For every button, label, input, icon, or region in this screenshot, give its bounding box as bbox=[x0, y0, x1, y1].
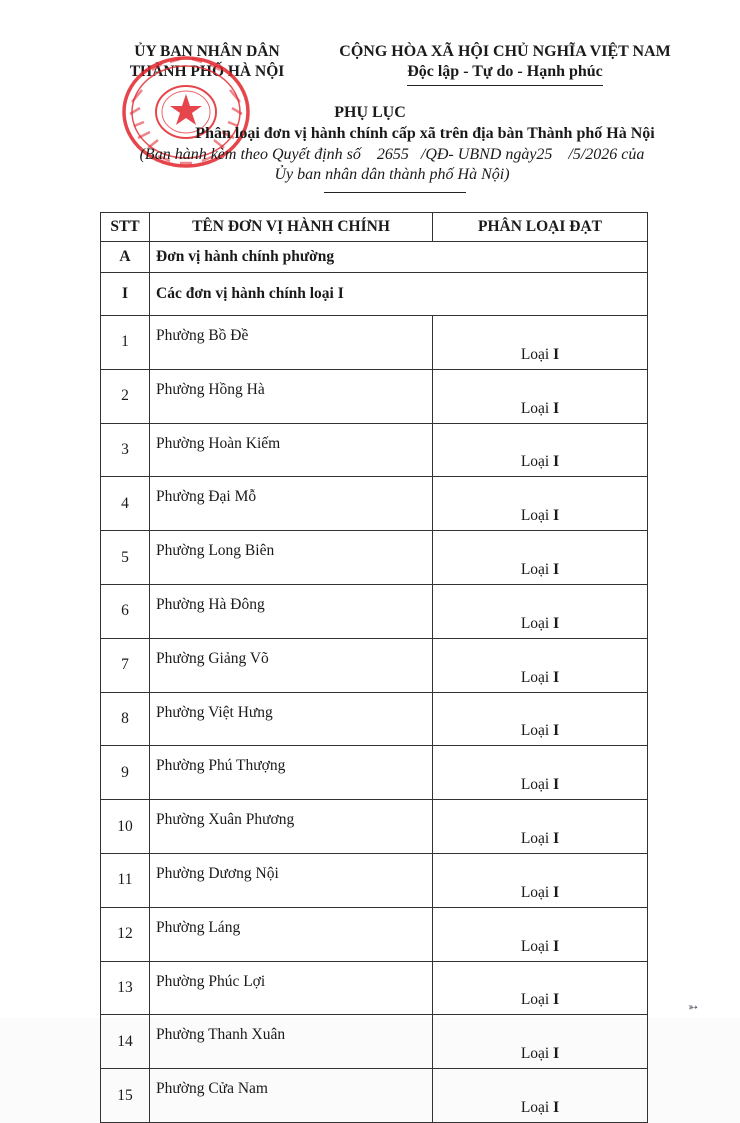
ward-name: Phường Bồ Đề bbox=[150, 316, 433, 370]
row-number: 8 bbox=[101, 692, 150, 746]
level-value: I bbox=[553, 507, 560, 525]
level-prefix: Loại bbox=[520, 776, 550, 794]
section-label: Đơn vị hành chính phường bbox=[150, 242, 648, 273]
row-number: 12 bbox=[101, 907, 150, 961]
table-header-row bbox=[101, 213, 648, 242]
level-value: I bbox=[553, 345, 560, 363]
table-row bbox=[101, 692, 648, 746]
ward-name: Phường Hà Đông bbox=[150, 584, 433, 638]
section-i-row bbox=[101, 273, 648, 316]
agency-line-1: ỦY BAN NHÂN DÂN bbox=[134, 43, 280, 60]
ward-name: Phường Việt Hưng bbox=[150, 692, 433, 746]
table-row bbox=[101, 907, 648, 961]
ward-name: Phường Đại Mỗ bbox=[150, 477, 433, 531]
ward-name: Phường Phúc Lợi bbox=[150, 961, 433, 1015]
header-unit-name: TÊN ĐƠN VỊ HÀNH CHÍNH bbox=[150, 213, 433, 242]
level-value: I bbox=[553, 883, 560, 901]
level-value: I bbox=[553, 614, 560, 632]
classification-cell bbox=[433, 369, 648, 423]
level-prefix: Loại bbox=[520, 1098, 550, 1116]
appendix-title: PHỤ LỤC bbox=[334, 104, 406, 121]
classification-cell bbox=[433, 316, 648, 370]
level-prefix: Loại bbox=[520, 507, 550, 525]
classification-cell bbox=[433, 853, 648, 907]
table-row bbox=[101, 369, 648, 423]
table-row bbox=[101, 316, 648, 370]
table-row bbox=[101, 423, 648, 477]
table-row bbox=[101, 584, 648, 638]
ward-name: Phường Dương Nội bbox=[150, 853, 433, 907]
classification-cell bbox=[433, 961, 648, 1015]
table-row bbox=[101, 531, 648, 585]
country-name: CỘNG HÒA XÃ HỘI CHỦ NGHĨA VIỆT NAM bbox=[339, 43, 671, 60]
table-row bbox=[101, 746, 648, 800]
level-value: I bbox=[553, 829, 560, 847]
row-number: 5 bbox=[101, 531, 150, 585]
classification-cell bbox=[433, 907, 648, 961]
level-value: I bbox=[553, 399, 560, 417]
level-prefix: Loại bbox=[520, 399, 550, 417]
appendix-subtitle: Phân loại đơn vị hành chính cấp xã trên địa bàn Thành phố Hà Nội bbox=[195, 125, 655, 142]
section-code: I bbox=[101, 273, 150, 316]
level-value: I bbox=[553, 1098, 560, 1116]
classification-cell bbox=[433, 477, 648, 531]
row-number: 14 bbox=[101, 1015, 150, 1069]
classification-cell bbox=[433, 531, 648, 585]
ward-name: Phường Giảng Võ bbox=[150, 638, 433, 692]
ward-name: Phường Hoàn Kiếm bbox=[150, 423, 433, 477]
header-classification: PHÂN LOẠI ĐẠT bbox=[433, 213, 648, 242]
level-value: I bbox=[553, 937, 560, 955]
decision-line-2: Ủy ban nhân dân thành phố Hà Nội) bbox=[274, 166, 510, 183]
table-row bbox=[101, 800, 648, 854]
level-value: I bbox=[553, 560, 560, 578]
level-prefix: Loại bbox=[520, 883, 550, 901]
level-prefix: Loại bbox=[520, 722, 550, 740]
ward-name: Phường Hồng Hà bbox=[150, 369, 433, 423]
classification-cell bbox=[433, 584, 648, 638]
level-prefix: Loại bbox=[520, 668, 550, 686]
table-row bbox=[101, 477, 648, 531]
classification-cell bbox=[433, 692, 648, 746]
row-number: 6 bbox=[101, 584, 150, 638]
level-value: I bbox=[553, 776, 560, 794]
level-prefix: Loại bbox=[520, 1045, 550, 1063]
national-motto: Độc lập - Tự do - Hạnh phúc bbox=[407, 62, 603, 86]
level-prefix: Loại bbox=[520, 560, 550, 578]
ward-name: Phường Láng bbox=[150, 907, 433, 961]
row-number: 11 bbox=[101, 853, 150, 907]
row-number: 3 bbox=[101, 423, 150, 477]
ward-name: Phường Cửa Nam bbox=[150, 1069, 433, 1123]
level-prefix: Loại bbox=[520, 991, 550, 1009]
table-row bbox=[101, 853, 648, 907]
level-prefix: Loại bbox=[520, 829, 550, 847]
table-row bbox=[101, 638, 648, 692]
level-prefix: Loại bbox=[520, 937, 550, 955]
classification-cell bbox=[433, 1015, 648, 1069]
table-row bbox=[101, 1069, 648, 1123]
divider-line bbox=[324, 192, 466, 193]
classification-cell bbox=[433, 800, 648, 854]
section-a-row bbox=[101, 242, 648, 273]
ward-name: Phường Phú Thượng bbox=[150, 746, 433, 800]
decision-line-1: (Ban hành kèm theo Quyết định số 2655 /QĐ- UBND ngày25 /5/2026 của bbox=[139, 146, 645, 163]
row-number: 9 bbox=[101, 746, 150, 800]
row-number: 15 bbox=[101, 1069, 150, 1123]
level-prefix: Loại bbox=[520, 614, 550, 632]
scan-mark-icon: ➳ bbox=[688, 1000, 699, 1014]
decision-reference bbox=[112, 145, 672, 185]
row-number: 1 bbox=[101, 316, 150, 370]
header-stt: STT bbox=[101, 213, 150, 242]
row-number: 2 bbox=[101, 369, 150, 423]
level-value: I bbox=[553, 668, 560, 686]
table-row bbox=[101, 1015, 648, 1069]
level-value: I bbox=[553, 1045, 560, 1063]
ward-name: Phường Xuân Phương bbox=[150, 800, 433, 854]
row-number: 7 bbox=[101, 638, 150, 692]
classification-cell bbox=[433, 746, 648, 800]
classification-cell bbox=[433, 1069, 648, 1123]
row-number: 10 bbox=[101, 800, 150, 854]
classification-cell bbox=[433, 423, 648, 477]
section-code: A bbox=[101, 242, 150, 273]
ward-name: Phường Thanh Xuân bbox=[150, 1015, 433, 1069]
national-header bbox=[330, 42, 680, 86]
classification-cell bbox=[433, 638, 648, 692]
agency-line-2: THÀNH PHỐ HÀ NỘI bbox=[129, 63, 285, 80]
classification-table bbox=[100, 212, 648, 1123]
level-value: I bbox=[553, 722, 560, 740]
level-value: I bbox=[553, 991, 560, 1009]
table-row bbox=[101, 961, 648, 1015]
ward-name: Phường Long Biên bbox=[150, 531, 433, 585]
row-number: 13 bbox=[101, 961, 150, 1015]
level-prefix: Loại bbox=[520, 453, 550, 471]
level-value: I bbox=[553, 453, 560, 471]
section-label: Các đơn vị hành chính loại I bbox=[150, 273, 648, 316]
level-prefix: Loại bbox=[520, 345, 550, 363]
row-number: 4 bbox=[101, 477, 150, 531]
